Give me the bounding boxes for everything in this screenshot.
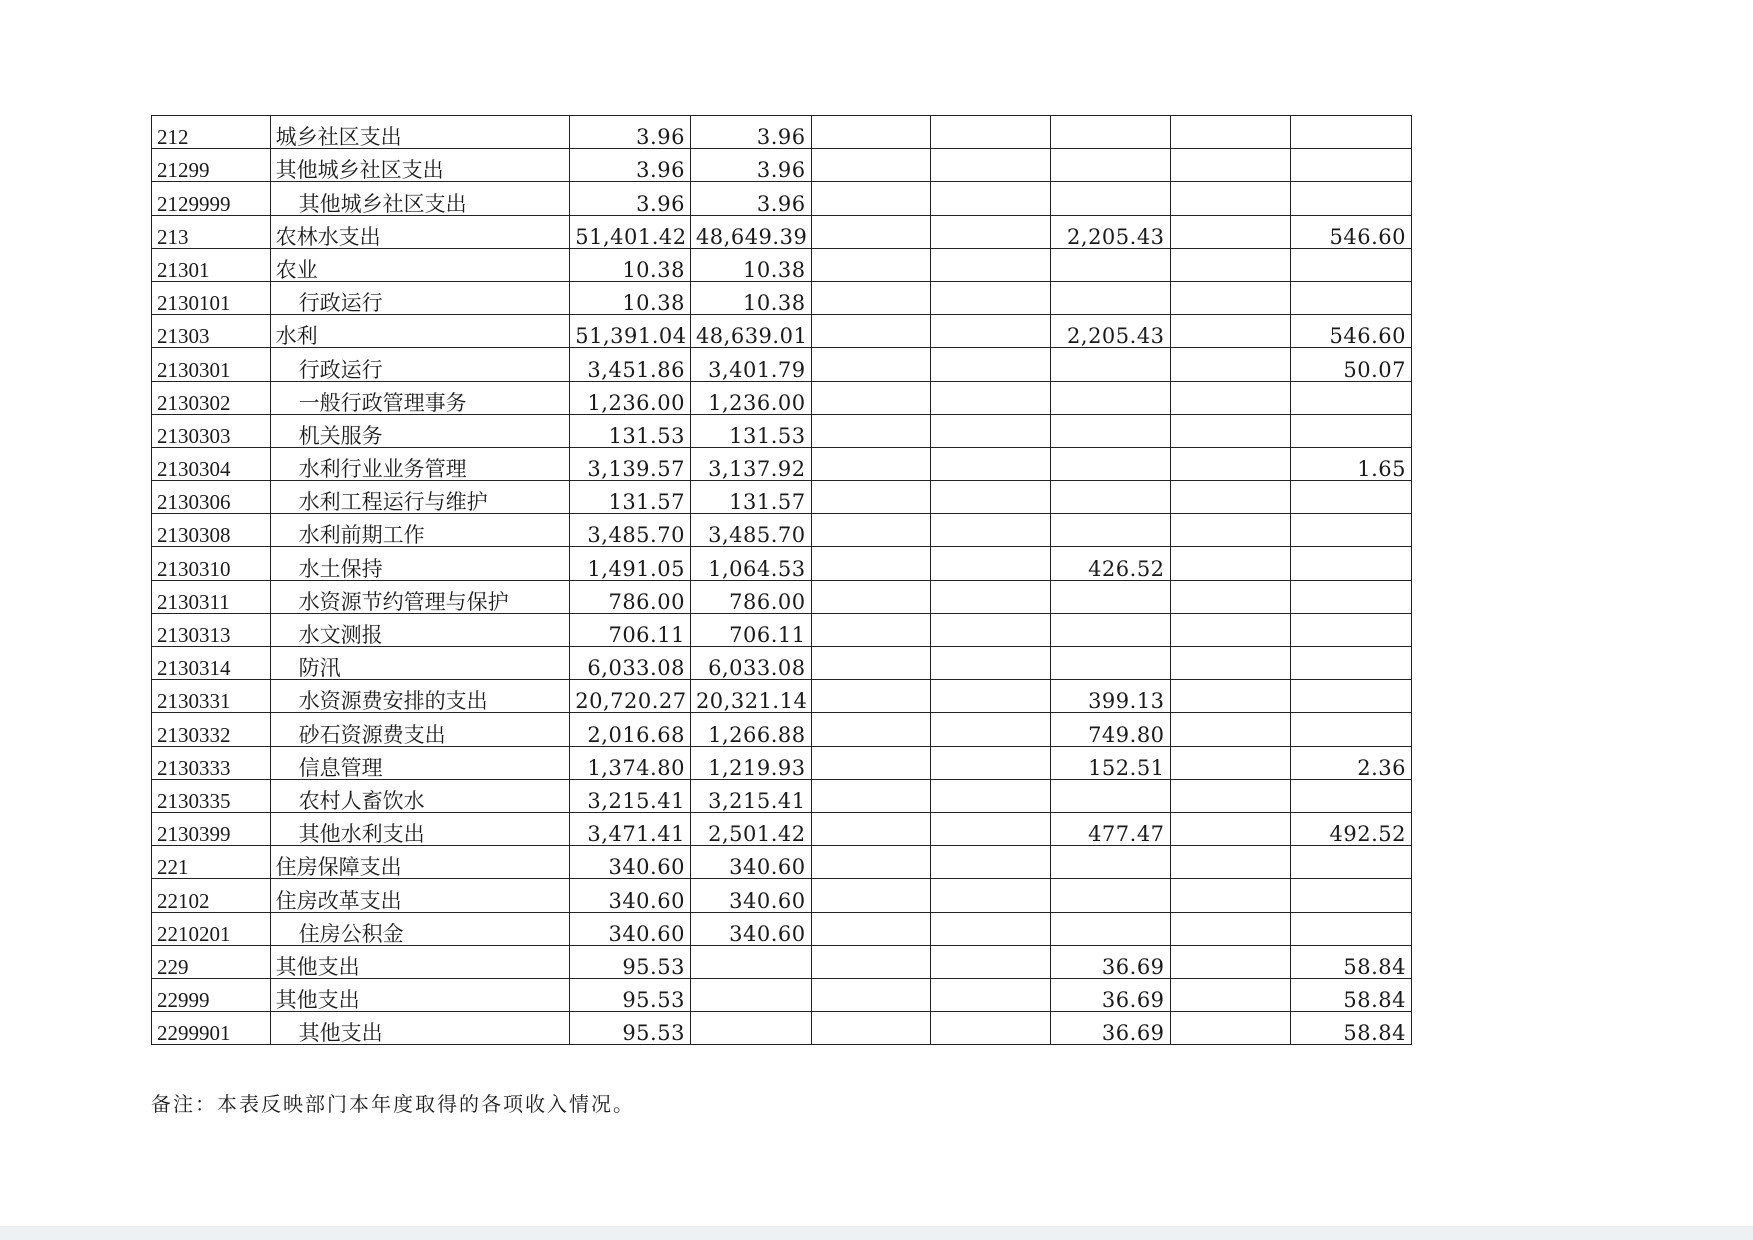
amount-cell-col4 xyxy=(931,912,1051,945)
amount-cell-col6 xyxy=(1170,580,1291,613)
table-row xyxy=(152,713,1412,746)
amount-cell-col7: 546.60 xyxy=(1291,315,1412,348)
amount-cell-col3 xyxy=(811,149,931,182)
amount-cell-col2 xyxy=(690,1012,811,1045)
subject-code-cell: 2130335 xyxy=(152,779,271,812)
table-row xyxy=(152,481,1412,514)
amount-cell-col4 xyxy=(931,414,1051,447)
subject-code-cell: 2130399 xyxy=(152,812,271,845)
table-row xyxy=(152,381,1412,414)
subject-name-cell: 行政运行 xyxy=(270,281,570,314)
amount-cell-col6 xyxy=(1170,945,1291,978)
amount-cell-col2: 786.00 xyxy=(690,580,811,613)
amount-cell-col2: 3.96 xyxy=(690,182,811,215)
subject-code-cell: 2129999 xyxy=(152,182,271,215)
subject-name-cell: 行政运行 xyxy=(270,348,570,381)
amount-cell-col5 xyxy=(1050,613,1170,646)
amount-cell-col1: 1,491.05 xyxy=(570,547,691,580)
amount-cell-col3 xyxy=(811,779,931,812)
amount-cell-col1: 10.38 xyxy=(570,281,691,314)
amount-cell-col6 xyxy=(1170,481,1291,514)
table-row xyxy=(152,746,1412,779)
amount-cell-col5: 36.69 xyxy=(1050,978,1170,1011)
amount-cell-col4 xyxy=(931,647,1051,680)
amount-cell-col5: 477.47 xyxy=(1050,812,1170,845)
amount-cell-col7 xyxy=(1291,381,1412,414)
amount-cell-col4 xyxy=(931,381,1051,414)
subject-name-cell: 农林水支出 xyxy=(270,215,570,248)
subject-name-cell: 水利前期工作 xyxy=(270,514,570,547)
table-row xyxy=(152,215,1412,248)
amount-cell-col2: 1,266.88 xyxy=(690,713,811,746)
amount-cell-col4 xyxy=(931,248,1051,281)
table-row xyxy=(152,414,1412,447)
amount-cell-col6 xyxy=(1170,514,1291,547)
amount-cell-col4 xyxy=(931,879,1051,912)
amount-cell-col7 xyxy=(1291,281,1412,314)
amount-cell-col3 xyxy=(811,315,931,348)
amount-cell-col3 xyxy=(811,381,931,414)
subject-code-cell: 2130314 xyxy=(152,647,271,680)
amount-cell-col4 xyxy=(931,746,1051,779)
amount-cell-col1: 6,033.08 xyxy=(570,647,691,680)
amount-cell-col7 xyxy=(1291,514,1412,547)
amount-cell-col2: 2,501.42 xyxy=(690,812,811,845)
amount-cell-col1: 3,215.41 xyxy=(570,779,691,812)
subject-name-cell: 信息管理 xyxy=(270,746,570,779)
amount-cell-col4 xyxy=(931,182,1051,215)
amount-cell-col6 xyxy=(1170,248,1291,281)
amount-cell-col1: 51,391.04 xyxy=(570,315,691,348)
amount-cell-col4 xyxy=(931,978,1051,1011)
amount-cell-col7 xyxy=(1291,912,1412,945)
table-row xyxy=(152,514,1412,547)
amount-cell-col6 xyxy=(1170,149,1291,182)
amount-cell-col7 xyxy=(1291,547,1412,580)
amount-cell-col7: 50.07 xyxy=(1291,348,1412,381)
amount-cell-col1: 3,139.57 xyxy=(570,447,691,480)
amount-cell-col5: 2,205.43 xyxy=(1050,315,1170,348)
amount-cell-col5 xyxy=(1050,481,1170,514)
amount-cell-col1: 51,401.42 xyxy=(570,215,691,248)
amount-cell-col6 xyxy=(1170,912,1291,945)
subject-name-cell: 其他城乡社区支出 xyxy=(270,149,570,182)
amount-cell-col6 xyxy=(1170,182,1291,215)
amount-cell-col4 xyxy=(931,713,1051,746)
amount-cell-col6 xyxy=(1170,846,1291,879)
subject-name-cell: 砂石资源费支出 xyxy=(270,713,570,746)
table-body xyxy=(152,116,1412,1045)
amount-cell-col2: 6,033.08 xyxy=(690,647,811,680)
amount-cell-col3 xyxy=(811,978,931,1011)
amount-cell-col4 xyxy=(931,846,1051,879)
amount-cell-col3 xyxy=(811,713,931,746)
amount-cell-col6 xyxy=(1170,812,1291,845)
amount-cell-col6 xyxy=(1170,779,1291,812)
subject-name-cell: 其他支出 xyxy=(270,1012,570,1045)
amount-cell-col1: 3,471.41 xyxy=(570,812,691,845)
amount-cell-col1: 2,016.68 xyxy=(570,713,691,746)
amount-cell-col5: 749.80 xyxy=(1050,713,1170,746)
table-row xyxy=(152,281,1412,314)
amount-cell-col5 xyxy=(1050,281,1170,314)
amount-cell-col1: 3.96 xyxy=(570,182,691,215)
amount-cell-col7 xyxy=(1291,779,1412,812)
amount-cell-col7 xyxy=(1291,414,1412,447)
amount-cell-col3 xyxy=(811,182,931,215)
amount-cell-col2: 340.60 xyxy=(690,912,811,945)
amount-cell-col1: 1,374.80 xyxy=(570,746,691,779)
amount-cell-col6 xyxy=(1170,547,1291,580)
subject-code-cell: 2130332 xyxy=(152,713,271,746)
amount-cell-col2 xyxy=(690,945,811,978)
subject-code-cell: 229 xyxy=(152,945,271,978)
amount-cell-col3 xyxy=(811,812,931,845)
subject-name-cell: 住房公积金 xyxy=(270,912,570,945)
amount-cell-col5 xyxy=(1050,381,1170,414)
subject-code-cell: 22999 xyxy=(152,978,271,1011)
amount-cell-col2: 1,236.00 xyxy=(690,381,811,414)
amount-cell-col2: 3,215.41 xyxy=(690,779,811,812)
table-row xyxy=(152,547,1412,580)
amount-cell-col4 xyxy=(931,281,1051,314)
table-row xyxy=(152,580,1412,613)
table-row xyxy=(152,182,1412,215)
amount-cell-col6 xyxy=(1170,215,1291,248)
amount-cell-col1: 95.53 xyxy=(570,945,691,978)
amount-cell-col7 xyxy=(1291,149,1412,182)
amount-cell-col1: 131.57 xyxy=(570,481,691,514)
amount-cell-col2: 48,649.39 xyxy=(690,215,811,248)
subject-code-cell: 221 xyxy=(152,846,271,879)
subject-code-cell: 2130303 xyxy=(152,414,271,447)
amount-cell-col4 xyxy=(931,613,1051,646)
amount-cell-col5: 426.52 xyxy=(1050,547,1170,580)
amount-cell-col6 xyxy=(1170,647,1291,680)
amount-cell-col4 xyxy=(931,680,1051,713)
table-row xyxy=(152,1012,1412,1045)
table-row xyxy=(152,647,1412,680)
amount-cell-col5: 36.69 xyxy=(1050,1012,1170,1045)
subject-code-cell: 2130308 xyxy=(152,514,271,547)
amount-cell-col4 xyxy=(931,481,1051,514)
table-row xyxy=(152,978,1412,1011)
amount-cell-col6 xyxy=(1170,281,1291,314)
page-bottom-edge xyxy=(0,1226,1753,1240)
amount-cell-col4 xyxy=(931,514,1051,547)
subject-code-cell: 213 xyxy=(152,215,271,248)
amount-cell-col4 xyxy=(931,779,1051,812)
subject-code-cell: 2130310 xyxy=(152,547,271,580)
amount-cell-col3 xyxy=(811,116,931,149)
amount-cell-col3 xyxy=(811,580,931,613)
amount-cell-col6 xyxy=(1170,613,1291,646)
amount-cell-col3 xyxy=(811,912,931,945)
amount-cell-col7: 58.84 xyxy=(1291,978,1412,1011)
amount-cell-col3 xyxy=(811,348,931,381)
amount-cell-col5 xyxy=(1050,580,1170,613)
amount-cell-col5: 152.51 xyxy=(1050,746,1170,779)
subject-name-cell: 农村人畜饮水 xyxy=(270,779,570,812)
amount-cell-col1: 131.53 xyxy=(570,414,691,447)
amount-cell-col4 xyxy=(931,149,1051,182)
amount-cell-col3 xyxy=(811,647,931,680)
subject-name-cell: 其他城乡社区支出 xyxy=(270,182,570,215)
amount-cell-col3 xyxy=(811,680,931,713)
amount-cell-col5 xyxy=(1050,912,1170,945)
amount-cell-col1: 340.60 xyxy=(570,879,691,912)
amount-cell-col2: 10.38 xyxy=(690,248,811,281)
table-row xyxy=(152,315,1412,348)
amount-cell-col7 xyxy=(1291,713,1412,746)
subject-code-cell: 21299 xyxy=(152,149,271,182)
table-row xyxy=(152,846,1412,879)
subject-name-cell: 水利 xyxy=(270,315,570,348)
amount-cell-col3 xyxy=(811,414,931,447)
subject-code-cell: 2130304 xyxy=(152,447,271,480)
table-row xyxy=(152,248,1412,281)
subject-name-cell: 农业 xyxy=(270,248,570,281)
subject-name-cell: 一般行政管理事务 xyxy=(270,381,570,414)
amount-cell-col7 xyxy=(1291,580,1412,613)
amount-cell-col2: 48,639.01 xyxy=(690,315,811,348)
amount-cell-col7 xyxy=(1291,680,1412,713)
subject-code-cell: 2130311 xyxy=(152,580,271,613)
amount-cell-col5 xyxy=(1050,348,1170,381)
amount-cell-col4 xyxy=(931,547,1051,580)
subject-code-cell: 2130302 xyxy=(152,381,271,414)
amount-cell-col3 xyxy=(811,514,931,547)
amount-cell-col5: 2,205.43 xyxy=(1050,215,1170,248)
subject-name-cell: 住房保障支出 xyxy=(270,846,570,879)
amount-cell-col6 xyxy=(1170,1012,1291,1045)
subject-name-cell: 水土保持 xyxy=(270,547,570,580)
amount-cell-col2: 3,485.70 xyxy=(690,514,811,547)
amount-cell-col5 xyxy=(1050,447,1170,480)
amount-cell-col5 xyxy=(1050,846,1170,879)
amount-cell-col7 xyxy=(1291,879,1412,912)
amount-cell-col1: 95.53 xyxy=(570,1012,691,1045)
subject-code-cell: 2299901 xyxy=(152,1012,271,1045)
amount-cell-col1: 340.60 xyxy=(570,912,691,945)
amount-cell-col3 xyxy=(811,945,931,978)
amount-cell-col4 xyxy=(931,812,1051,845)
amount-cell-col4 xyxy=(931,447,1051,480)
subject-name-cell: 水资源节约管理与保护 xyxy=(270,580,570,613)
amount-cell-col3 xyxy=(811,613,931,646)
amount-cell-col7 xyxy=(1291,647,1412,680)
subject-code-cell: 21301 xyxy=(152,248,271,281)
amount-cell-col4 xyxy=(931,348,1051,381)
amount-cell-col2: 340.60 xyxy=(690,846,811,879)
amount-cell-col2: 706.11 xyxy=(690,613,811,646)
amount-cell-col1: 10.38 xyxy=(570,248,691,281)
amount-cell-col6 xyxy=(1170,713,1291,746)
amount-cell-col6 xyxy=(1170,978,1291,1011)
amount-cell-col1: 95.53 xyxy=(570,978,691,1011)
subject-code-cell: 212 xyxy=(152,116,271,149)
amount-cell-col7: 546.60 xyxy=(1291,215,1412,248)
amount-cell-col7 xyxy=(1291,481,1412,514)
amount-cell-col3 xyxy=(811,481,931,514)
amount-cell-col3 xyxy=(811,879,931,912)
amount-cell-col4 xyxy=(931,116,1051,149)
amount-cell-col4 xyxy=(931,1012,1051,1045)
amount-cell-col1: 340.60 xyxy=(570,846,691,879)
table-row xyxy=(152,879,1412,912)
table-row xyxy=(152,945,1412,978)
amount-cell-col6 xyxy=(1170,746,1291,779)
amount-cell-col5 xyxy=(1050,116,1170,149)
amount-cell-col6 xyxy=(1170,116,1291,149)
amount-cell-col7: 58.84 xyxy=(1291,945,1412,978)
amount-cell-col2: 3,137.92 xyxy=(690,447,811,480)
subject-code-cell: 2130301 xyxy=(152,348,271,381)
amount-cell-col3 xyxy=(811,281,931,314)
subject-name-cell: 水利行业业务管理 xyxy=(270,447,570,480)
subject-code-cell: 22102 xyxy=(152,879,271,912)
amount-cell-col3 xyxy=(811,746,931,779)
amount-cell-col1: 20,720.27 xyxy=(570,680,691,713)
subject-name-cell: 机关服务 xyxy=(270,414,570,447)
amount-cell-col7 xyxy=(1291,116,1412,149)
subject-name-cell: 水资源费安排的支出 xyxy=(270,680,570,713)
amount-cell-col3 xyxy=(811,215,931,248)
amount-cell-col2: 20,321.14 xyxy=(690,680,811,713)
amount-cell-col4 xyxy=(931,215,1051,248)
amount-cell-col2: 1,064.53 xyxy=(690,547,811,580)
amount-cell-col6 xyxy=(1170,414,1291,447)
amount-cell-col2: 1,219.93 xyxy=(690,746,811,779)
amount-cell-col6 xyxy=(1170,381,1291,414)
amount-cell-col6 xyxy=(1170,447,1291,480)
table-row xyxy=(152,348,1412,381)
subject-name-cell: 住房改革支出 xyxy=(270,879,570,912)
amount-cell-col7: 492.52 xyxy=(1291,812,1412,845)
amount-cell-col5 xyxy=(1050,149,1170,182)
amount-cell-col1: 706.11 xyxy=(570,613,691,646)
amount-cell-col3 xyxy=(811,447,931,480)
amount-cell-col5 xyxy=(1050,182,1170,215)
amount-cell-col5 xyxy=(1050,779,1170,812)
amount-cell-col4 xyxy=(931,580,1051,613)
amount-cell-col1: 3.96 xyxy=(570,116,691,149)
amount-cell-col7 xyxy=(1291,613,1412,646)
amount-cell-col2: 131.57 xyxy=(690,481,811,514)
amount-cell-col2: 3.96 xyxy=(690,149,811,182)
subject-code-cell: 2210201 xyxy=(152,912,271,945)
subject-code-cell: 2130306 xyxy=(152,481,271,514)
subject-code-cell: 2130333 xyxy=(152,746,271,779)
amount-cell-col2: 3.96 xyxy=(690,116,811,149)
amount-cell-col1: 786.00 xyxy=(570,580,691,613)
amount-cell-col5 xyxy=(1050,647,1170,680)
table-row xyxy=(152,680,1412,713)
amount-cell-col6 xyxy=(1170,348,1291,381)
table-row xyxy=(152,912,1412,945)
amount-cell-col3 xyxy=(811,1012,931,1045)
amount-cell-col5 xyxy=(1050,879,1170,912)
amount-cell-col5 xyxy=(1050,514,1170,547)
subject-code-cell: 2130101 xyxy=(152,281,271,314)
amount-cell-col4 xyxy=(931,945,1051,978)
amount-cell-col6 xyxy=(1170,315,1291,348)
amount-cell-col2: 3,401.79 xyxy=(690,348,811,381)
table-row xyxy=(152,779,1412,812)
amount-cell-col1: 3,451.86 xyxy=(570,348,691,381)
amount-cell-col6 xyxy=(1170,680,1291,713)
subject-name-cell: 其他水利支出 xyxy=(270,812,570,845)
footnote: 备注：本表反映部门本年度取得的各项收入情况。 xyxy=(151,1092,635,1116)
amount-cell-col5: 399.13 xyxy=(1050,680,1170,713)
amount-cell-col3 xyxy=(811,248,931,281)
amount-cell-col3 xyxy=(811,846,931,879)
amount-cell-col5: 36.69 xyxy=(1050,945,1170,978)
table-row xyxy=(152,812,1412,845)
amount-cell-col1: 1,236.00 xyxy=(570,381,691,414)
amount-cell-col4 xyxy=(931,315,1051,348)
subject-code-cell: 2130331 xyxy=(152,680,271,713)
subject-code-cell: 21303 xyxy=(152,315,271,348)
amount-cell-col2 xyxy=(690,978,811,1011)
amount-cell-col7 xyxy=(1291,182,1412,215)
amount-cell-col7 xyxy=(1291,846,1412,879)
amount-cell-col7: 58.84 xyxy=(1291,1012,1412,1045)
amount-cell-col2: 340.60 xyxy=(690,879,811,912)
subject-name-cell: 城乡社区支出 xyxy=(270,116,570,149)
subject-name-cell: 水利工程运行与维护 xyxy=(270,481,570,514)
amount-cell-col7 xyxy=(1291,248,1412,281)
amount-cell-col5 xyxy=(1050,414,1170,447)
table-row xyxy=(152,447,1412,480)
amount-cell-col6 xyxy=(1170,879,1291,912)
subject-name-cell: 其他支出 xyxy=(270,978,570,1011)
subject-name-cell: 其他支出 xyxy=(270,945,570,978)
table-row xyxy=(152,116,1412,149)
subject-name-cell: 水文测报 xyxy=(270,613,570,646)
amount-cell-col1: 3,485.70 xyxy=(570,514,691,547)
amount-cell-col2: 10.38 xyxy=(690,281,811,314)
income-table xyxy=(151,115,1412,1045)
subject-name-cell: 防汛 xyxy=(270,647,570,680)
amount-cell-col2: 131.53 xyxy=(690,414,811,447)
amount-cell-col7: 1.65 xyxy=(1291,447,1412,480)
amount-cell-col7: 2.36 xyxy=(1291,746,1412,779)
amount-cell-col5 xyxy=(1050,248,1170,281)
table-row xyxy=(152,613,1412,646)
subject-code-cell: 2130313 xyxy=(152,613,271,646)
amount-cell-col1: 3.96 xyxy=(570,149,691,182)
table-row xyxy=(152,149,1412,182)
amount-cell-col3 xyxy=(811,547,931,580)
